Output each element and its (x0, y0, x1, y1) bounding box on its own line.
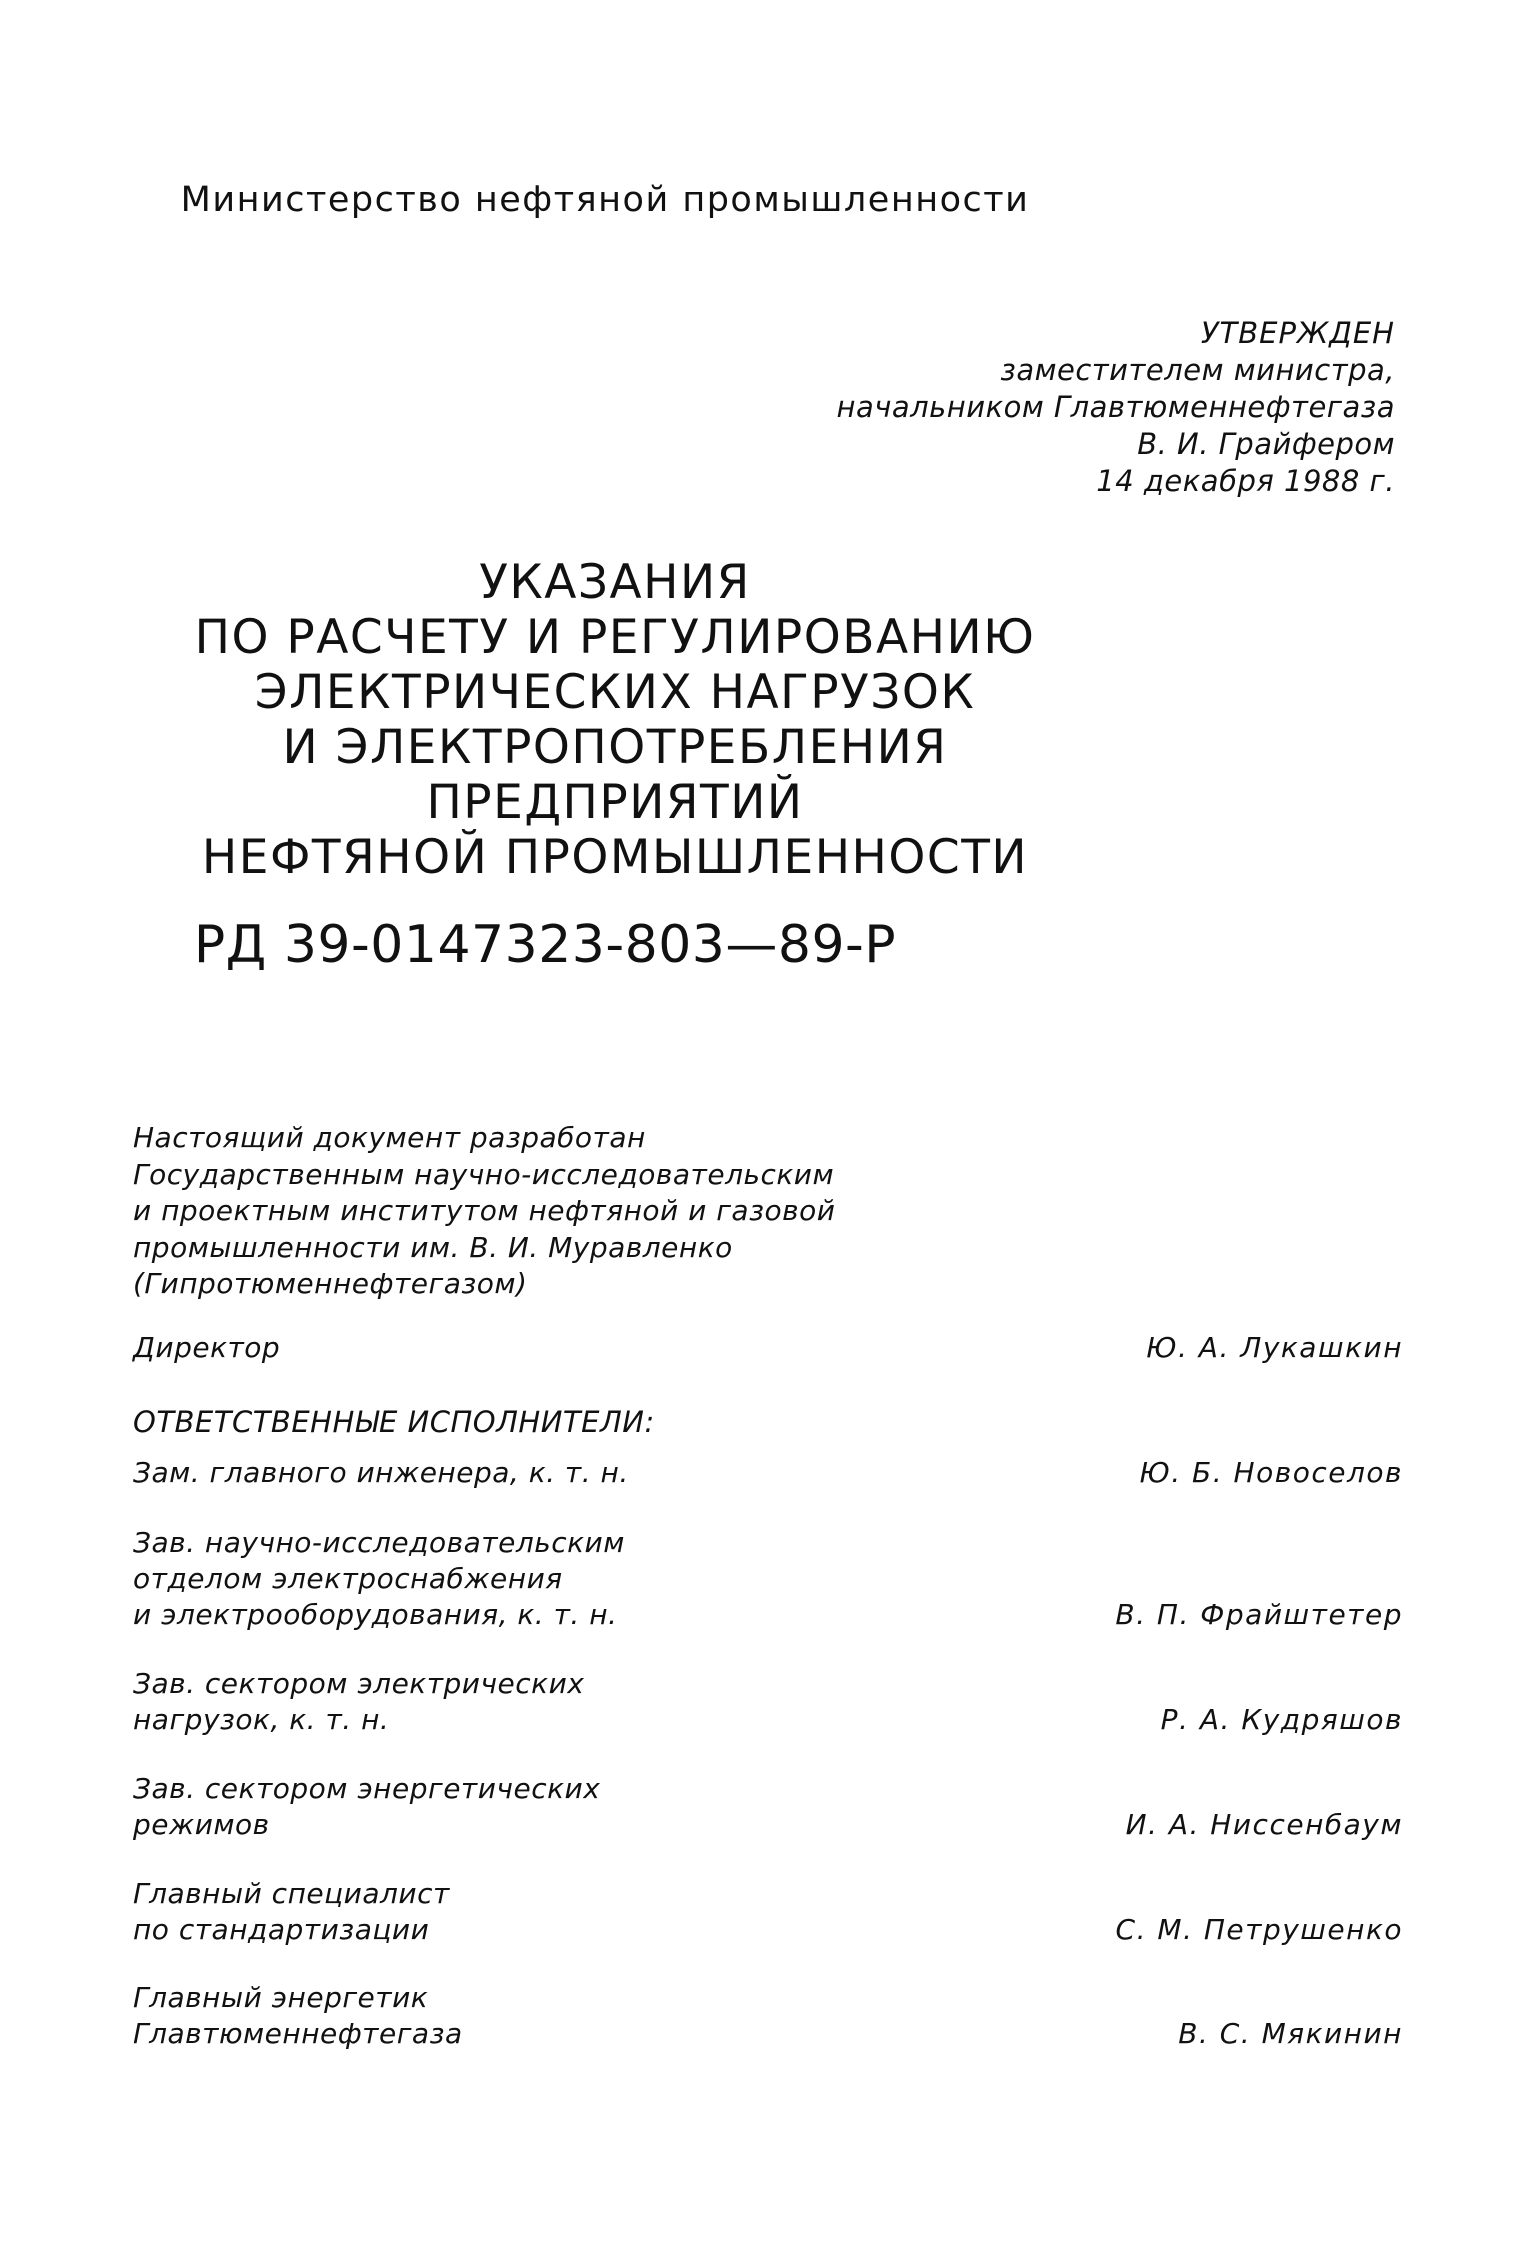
title-line: И ЭЛЕКТРОПОТРЕБЛЕНИЯ (282, 720, 948, 775)
approval-line: заместителем министра, (1000, 353, 1395, 387)
developer-line: промышленности им. В. И. Муравленко (133, 1230, 733, 1264)
executor-name: В. С. Мякинин (1178, 2017, 1403, 2050)
document-title (0, 555, 1230, 885)
role-line: Зав. сектором энергетических (133, 1772, 601, 1805)
developer-line: Государственным научно-исследовательским (133, 1157, 835, 1191)
role-line: Главтюменнефтегаза (133, 2017, 463, 2050)
role-line: Главный специалист (133, 1877, 450, 1910)
ministry-heading: Министерство нефтяной промышленности (180, 180, 1030, 220)
role-line: Главный энергетик (133, 1981, 429, 2014)
role-line: отделом электроснабжения (133, 1562, 563, 1595)
executor-row (133, 1876, 1403, 1948)
role-line: по стандартизации (133, 1913, 430, 1946)
role-line: нагрузок, к. т. н. (133, 1703, 390, 1736)
developer-line: Настоящий документ разработан (133, 1121, 646, 1154)
role-line: режимов (133, 1808, 270, 1841)
approval-line: начальником Главтюменнефтегаза (836, 390, 1395, 424)
executor-row (133, 1771, 1403, 1843)
title-line: ЭЛЕКТРИЧЕСКИХ НАГРУЗОК (254, 665, 976, 720)
developer-line: и проектным институтом нефтяной и газовой (133, 1194, 836, 1227)
approval-line: В. И. Грайфером (1137, 427, 1395, 461)
developer-statement (133, 1120, 835, 1303)
executor-name: В. П. Фрайштетер (1115, 1598, 1403, 1631)
executor-row (133, 1525, 1403, 1633)
director-name: Ю. А. Лукашкин (1146, 1331, 1403, 1364)
executor-row (133, 1980, 1403, 2052)
approval-block (837, 315, 1396, 500)
executor-name: Ю. Б. Новоселов (1139, 1456, 1403, 1489)
responsible-heading: ОТВЕТСТВЕННЫЕ ИСПОЛНИТЕЛИ: (133, 1405, 655, 1439)
role-line: Директор (133, 1331, 281, 1364)
title-line: НЕФТЯНОЙ ПРОМЫШЛЕННОСТИ (201, 830, 1029, 885)
role-line: Зам. главного инженера, к. т. н. (133, 1456, 629, 1489)
title-line: УКАЗАНИЯ (479, 555, 751, 610)
executor-row (133, 1666, 1403, 1738)
role-line: Зав. сектором электрических (133, 1667, 585, 1700)
approval-date: 14 декабря 1988 г. (1096, 464, 1395, 498)
executor-name: И. А. Ниссенбаум (1125, 1808, 1403, 1841)
document-code: РД 39-0147323-803—89-Р (193, 915, 897, 975)
executor-name: С. М. Петрушенко (1115, 1913, 1403, 1946)
title-line: ПО РАСЧЕТУ И РЕГУЛИРОВАНИЮ (194, 610, 1036, 665)
role-line: и электрооборудования, к. т. н. (133, 1598, 618, 1631)
executor-name: Р. А. Кудряшов (1160, 1703, 1403, 1736)
title-line: ПРЕДПРИЯТИЙ (426, 775, 804, 830)
approval-heading: УТВЕРЖДЕН (1200, 316, 1395, 350)
director-row (133, 1330, 1403, 1366)
executor-row (133, 1455, 1403, 1491)
developer-line: (Гипротюменнефтегазом) (133, 1267, 528, 1300)
role-line: Зав. научно-исследовательским (133, 1526, 625, 1559)
